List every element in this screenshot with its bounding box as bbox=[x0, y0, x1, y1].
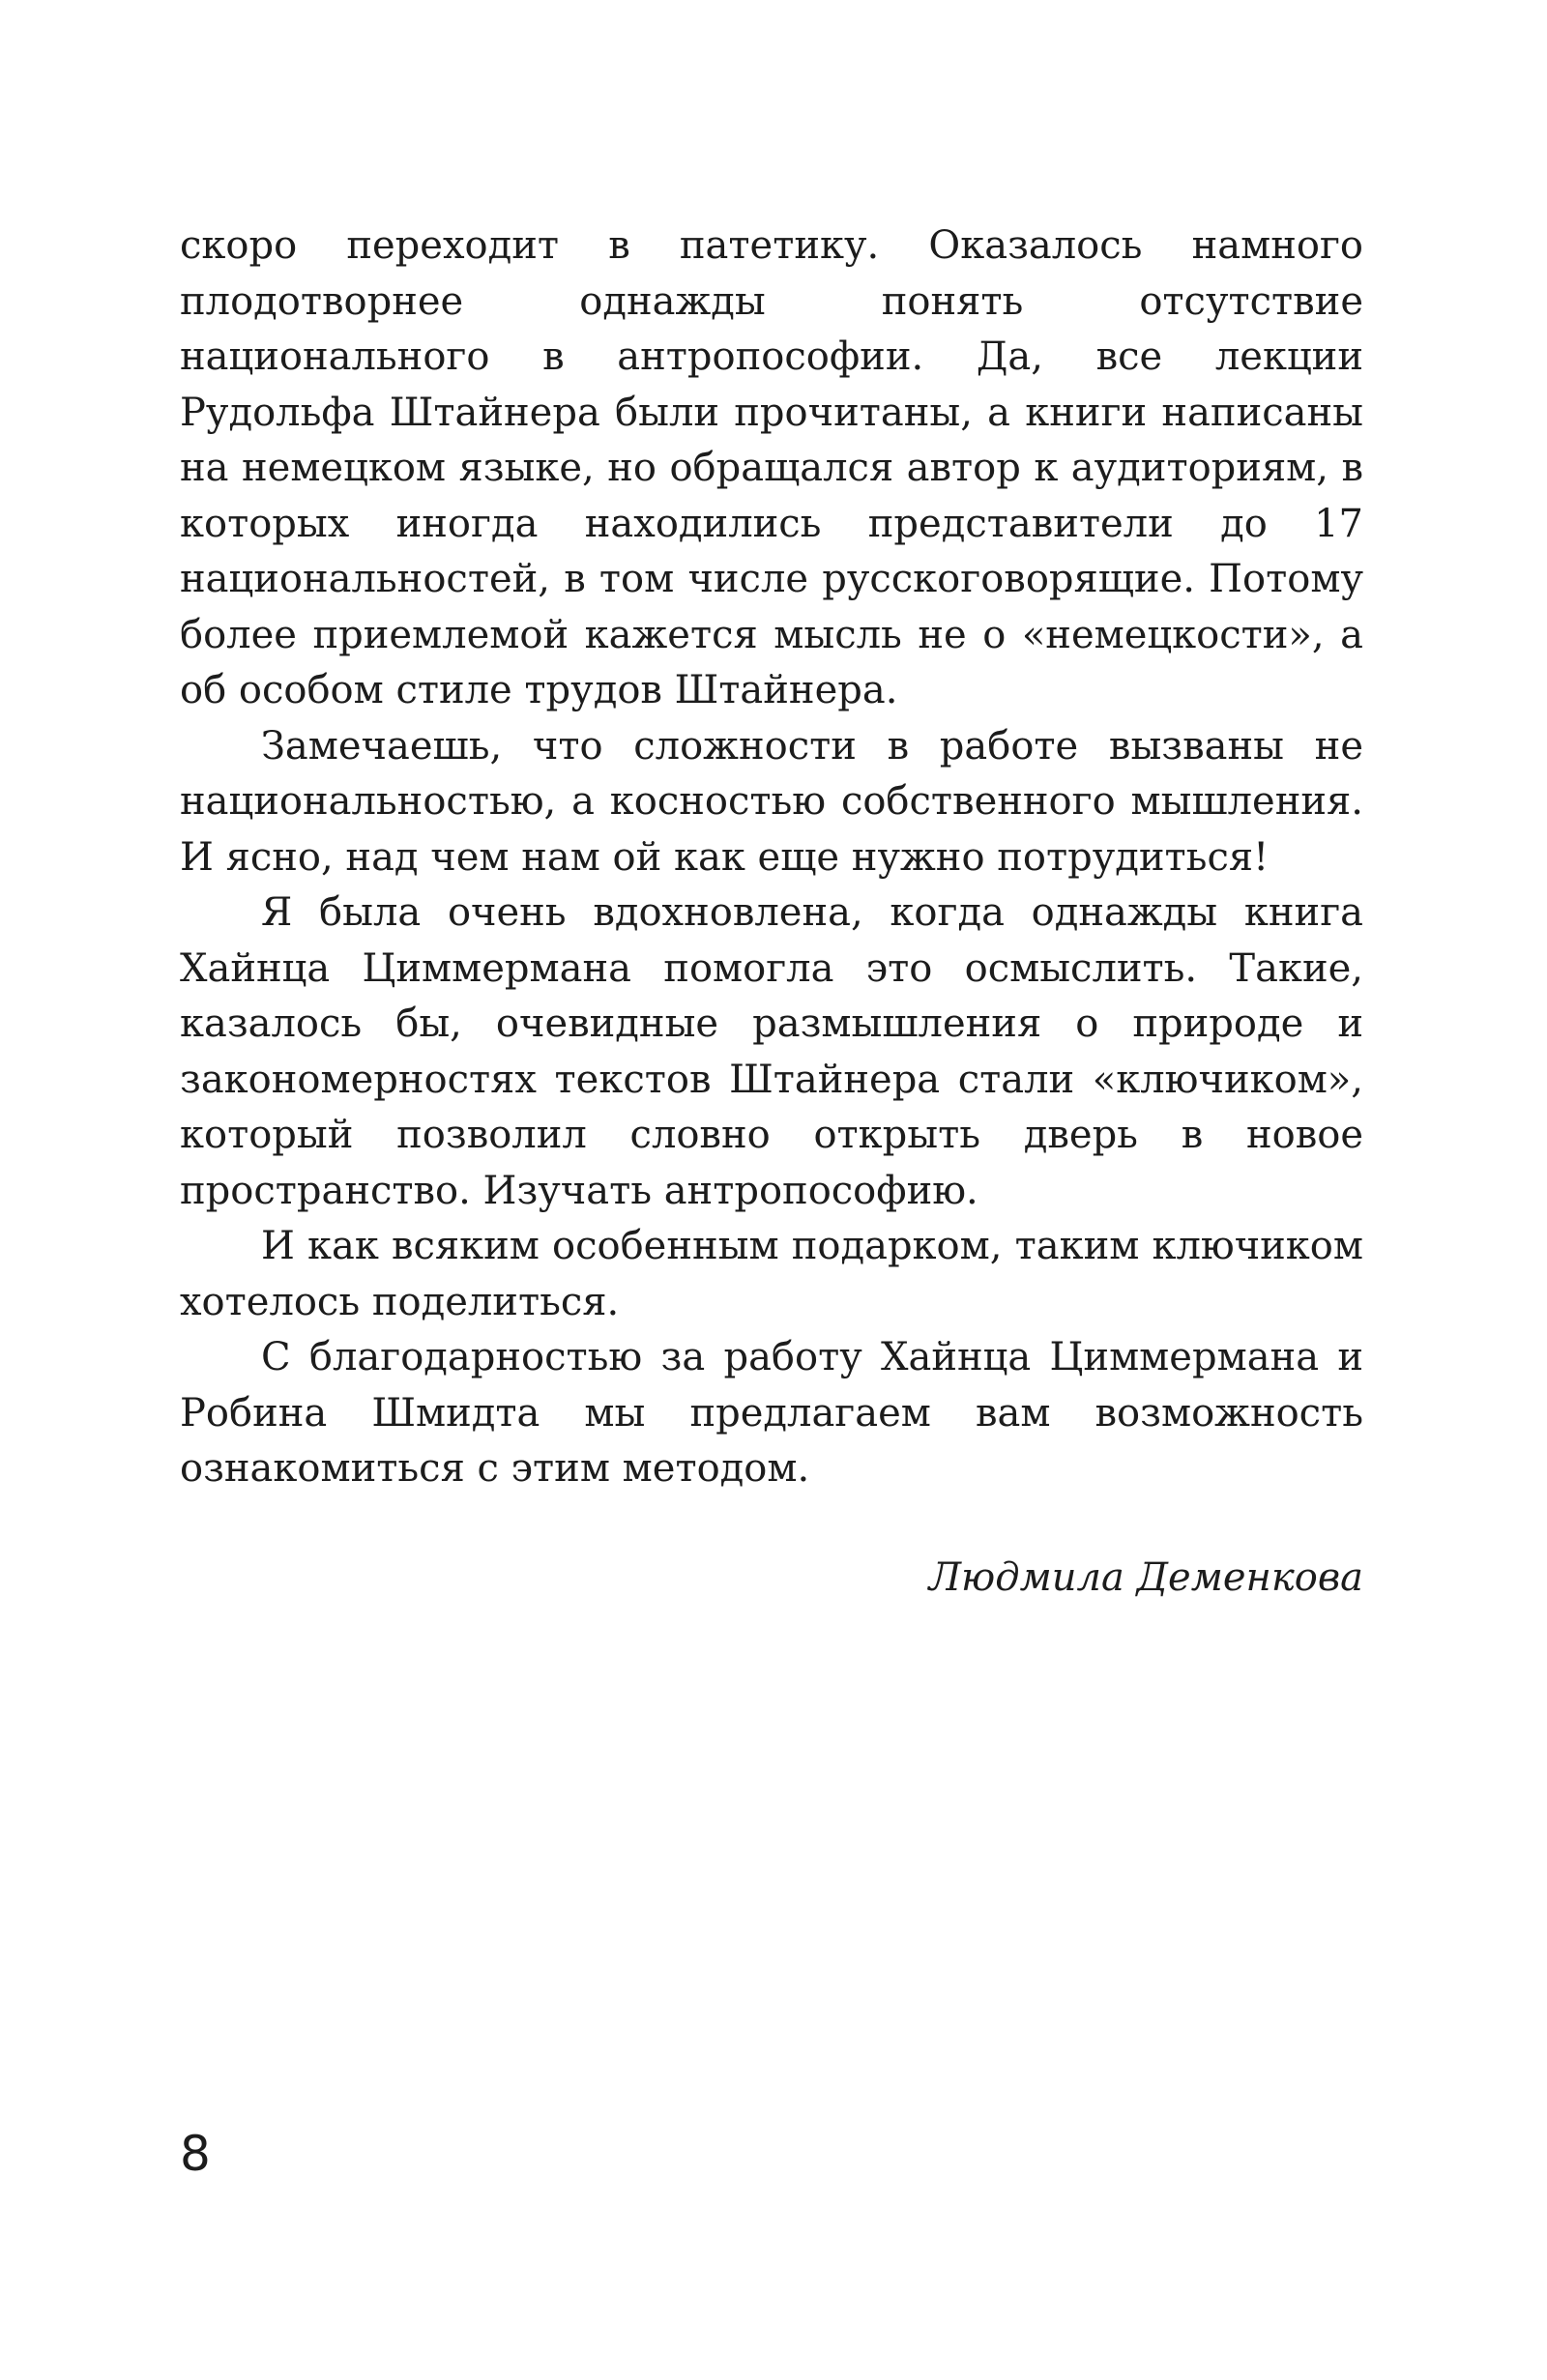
page-number: 8 bbox=[180, 2126, 211, 2182]
author-signature: Людмила Деменкова bbox=[928, 1555, 1363, 1600]
paragraph: Замечаешь, что сложности в работе вызваны не национальностью, а косностью собственного мышления. И ясно, над чем нам ой как еще нужно потрудиться! bbox=[180, 723, 1363, 880]
paragraph: скоро переходит в патетику. Оказалось намного плодотворнее однажды понять отсутствие национального в антропософии. Да, все лекции Рудольфа Штайнера были прочитаны, а книги написаны на немецком языке, но обращался автор к аудиториям, в которых иногда находились представители до 17 национальностей, в том числе русскоговорящие. Потому более приемлемой кажется мысль не о «немецкости», а об особом стиле трудов Штайнера. bbox=[180, 223, 1363, 712]
body-text bbox=[180, 218, 1363, 1497]
paragraph: И как всяким особенным подарком, таким ключиком хотелось поделиться. bbox=[180, 1224, 1363, 1324]
paragraph: Я была очень вдохновлена, когда однажды книга Хайнца Циммермана помогла это осмыслить. Такие, казалось бы, очевидные размышления о природе и закономерностях текстов Штайнера стали «ключиком», который позволил словно открыть дверь в новое пространство. Изучать антропософию. bbox=[180, 890, 1363, 1213]
paragraph: С благодарностью за работу Хайнца Циммермана и Робина Шмидта мы предлагаем вам возможность ознакомиться с этим методом. bbox=[180, 1335, 1363, 1491]
